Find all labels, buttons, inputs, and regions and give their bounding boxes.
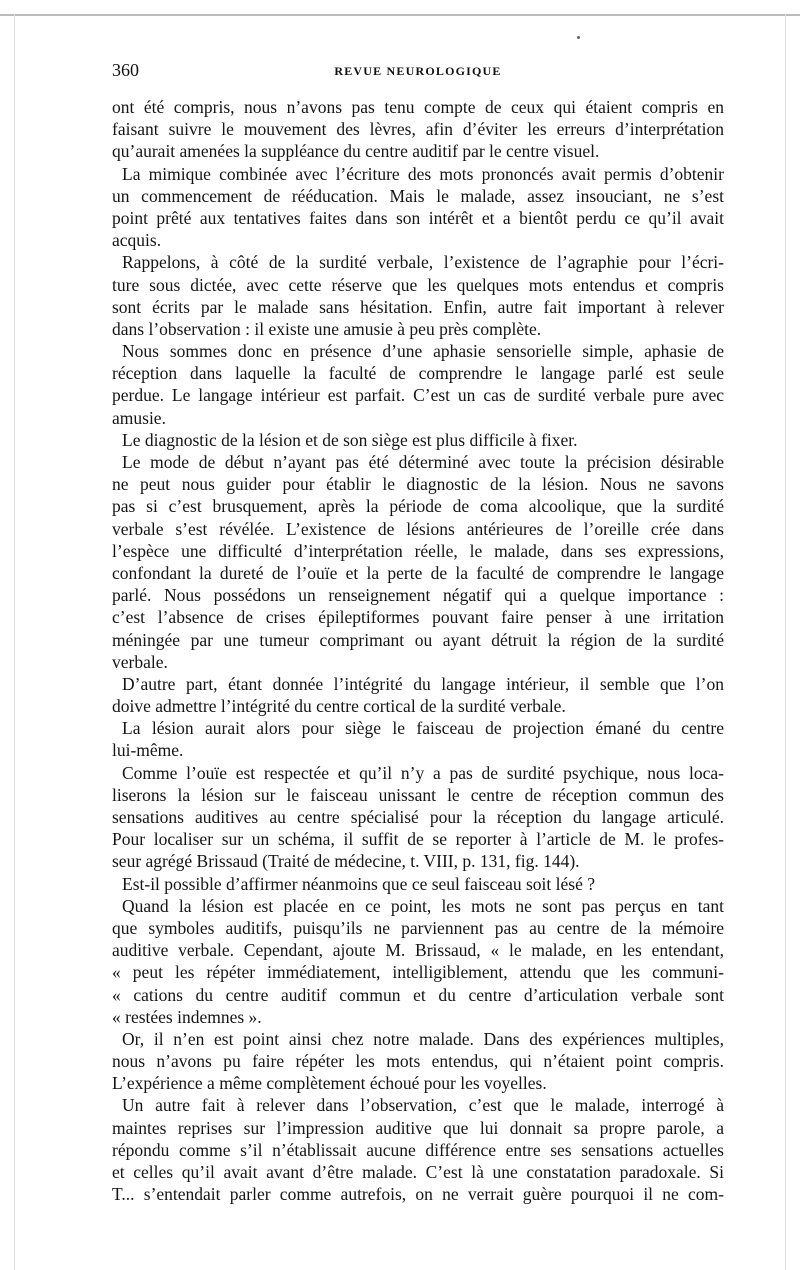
- text-line: ont été compris, nous n’avons pas tenu compte de ceux qui étaient compris en: [112, 97, 724, 117]
- text-line: c’est l’absence de crises épileptiformes pouvant faire penser à une irritation: [112, 607, 724, 628]
- text-line: Quand la lésion est placée en ce point, les mots ne sont pas perçus en tant: [122, 895, 724, 916]
- scan-border-top: [0, 14, 800, 16]
- text-line: liserons la lésion sur le faisceau unissant le centre de réception commun des: [112, 784, 724, 805]
- text-line: réception dans laquelle la faculté de comprendre le langage parlé est seule: [112, 363, 724, 384]
- page-number: 360: [112, 60, 139, 80]
- text-line: et celles qu’il avait avant d’être malade. C’est là une constatation paradoxale. Si: [112, 1162, 724, 1182]
- text-line: ture sous dictée, avec cette réserve que les quelques mots entendus et compris: [112, 274, 724, 295]
- page-header: [112, 60, 724, 88]
- text-line: L’expérience a même complètement échoué pour les voyelles.: [112, 1073, 547, 1094]
- text-line: confondant la dureté de l’ouïe et la perte de la faculté de comprendre le langage: [112, 562, 724, 583]
- text-line: répondu comme s’il n’établissait aucune différence entre ses sensations actuelles: [112, 1139, 724, 1160]
- scan-border-right: [785, 14, 786, 1270]
- text-line: Est-il possible d’affirmer néanmoins que ce seul faisceau soit lésé ?: [122, 873, 595, 894]
- text-line: que symboles auditifs, puisqu’ils ne parviennent pas au centre de la mémoire: [112, 917, 724, 938]
- text-line: Nous sommes donc en présence d’une aphasie sensorielle simple, aphasie de: [122, 341, 724, 362]
- text-line: Pour localiser sur un schéma, il suffit de se reporter à l’article de M. le profes-: [112, 829, 724, 850]
- text-line: auditive verbale. Cependant, ajoute M. Brissaud, « le malade, en les entendant,: [112, 940, 724, 961]
- text-line: D’autre part, étant donnée l’intégrité du langage intérieur, il semble que l’on: [122, 673, 724, 694]
- text-line: perdue. Le langage intérieur est parfait. C’est un cas de surdité verbale pure avec: [112, 385, 724, 406]
- text-line: amusie.: [112, 407, 166, 428]
- scan-border-left: [14, 14, 15, 1270]
- text-line: Comme l’ouïe est respectée et qu’il n’y a pas de surdité psychique, nous loca-: [122, 762, 724, 783]
- running-title: REVUE NEUROLOGIQUE: [334, 64, 502, 78]
- text-line: « cations du centre auditif commun et du centre d’articulation verbale sont: [112, 984, 724, 1005]
- text-line: La mimique combinée avec l’écriture des mots prononcés avait permis d’obtenir: [122, 163, 724, 184]
- text-line: maintes reprises sur l’impression auditive que lui donnait sa propre parole, a: [112, 1117, 724, 1138]
- text-line: l’espèce une difficulté d’interprétation réelle, le malade, dans ses expressions,: [112, 540, 724, 561]
- text-line: acquis.: [112, 230, 162, 251]
- text-line: un commencement de rééducation. Mais le malade, assez insouciant, ne s’est: [112, 185, 724, 206]
- text-line: « peut les répéter immédiatement, intelligiblement, attendu que les communi-: [112, 962, 724, 983]
- text-line: pas si c’est brusquement, après la période de coma alcoolique, que la surdité: [112, 496, 724, 517]
- text-line: Le diagnostic de la lésion et de son siège est plus difficile à fixer.: [122, 429, 578, 450]
- text-line: Le mode de début n’ayant pas été déterminé avec toute la précision désirable: [122, 452, 724, 472]
- text-line: « restées indemnes ».: [112, 1006, 262, 1027]
- text-line: parlé. Nous possédons un renseignement négatif qui a quelque importance :: [112, 585, 724, 606]
- body-text: [112, 96, 724, 1205]
- text-line: lui-même.: [112, 740, 184, 761]
- text-line: nous n’avons pu faire répéter les mots entendus, qui n’étaient point compris.: [112, 1051, 724, 1072]
- text-line: T... s’entendait parler comme autrefois, on ne verrait guère pourquoi il ne com-: [112, 1184, 724, 1205]
- text-line: faisant suivre le mouvement des lèvres, afin d’éviter les erreurs d’interprétation: [112, 119, 724, 140]
- text-line: La lésion aurait alors pour siège le faisceau de projection émané du centre: [122, 718, 724, 739]
- text-line: verbale s’est révélée. L’existence de lésions antérieures de l’oreille crée dans: [112, 518, 724, 539]
- text-line: dans l’observation : il existe une amusie à peu près complète.: [112, 318, 542, 339]
- text-line: Un autre fait à relever dans l’observation, c’est que le malade, interrogé à: [122, 1095, 724, 1116]
- text-line: qu’aurait amenées la suppléance du centre auditif par le centre visuel.: [112, 141, 600, 162]
- text-line: Or, il n’en est point ainsi chez notre malade. Dans des expériences multiples,: [122, 1028, 724, 1049]
- scan-speck: [577, 36, 580, 39]
- text-line: doive admettre l’intégrité du centre cortical de la surdité verbale.: [112, 696, 566, 717]
- text-line: point prêté aux tentatives faites dans son intérêt et a bientôt perdu ce qu’il avait: [112, 207, 724, 228]
- text-line: Rappelons, à côté de la surdité verbale, l’existence de l’agraphie pour l’écri-: [122, 252, 724, 273]
- text-line: seur agrégé Brissaud (Traité de médecine, t. VIII, p. 131, fig. 144).: [112, 851, 580, 872]
- text-line: verbale.: [112, 651, 168, 672]
- text-line: sensations auditives au centre spécialisé pour la réception du langage articulé.: [112, 807, 724, 827]
- text-line: ne peut nous guider pour établir le diagnostic de la lésion. Nous ne savons: [112, 474, 724, 495]
- text-line: sont écrits par le malade sans hésitation. Enfin, autre fait important à relever: [112, 296, 724, 317]
- text-line: méningée par une tumeur comprimant ou ayant détruit la région de la surdité: [112, 629, 724, 650]
